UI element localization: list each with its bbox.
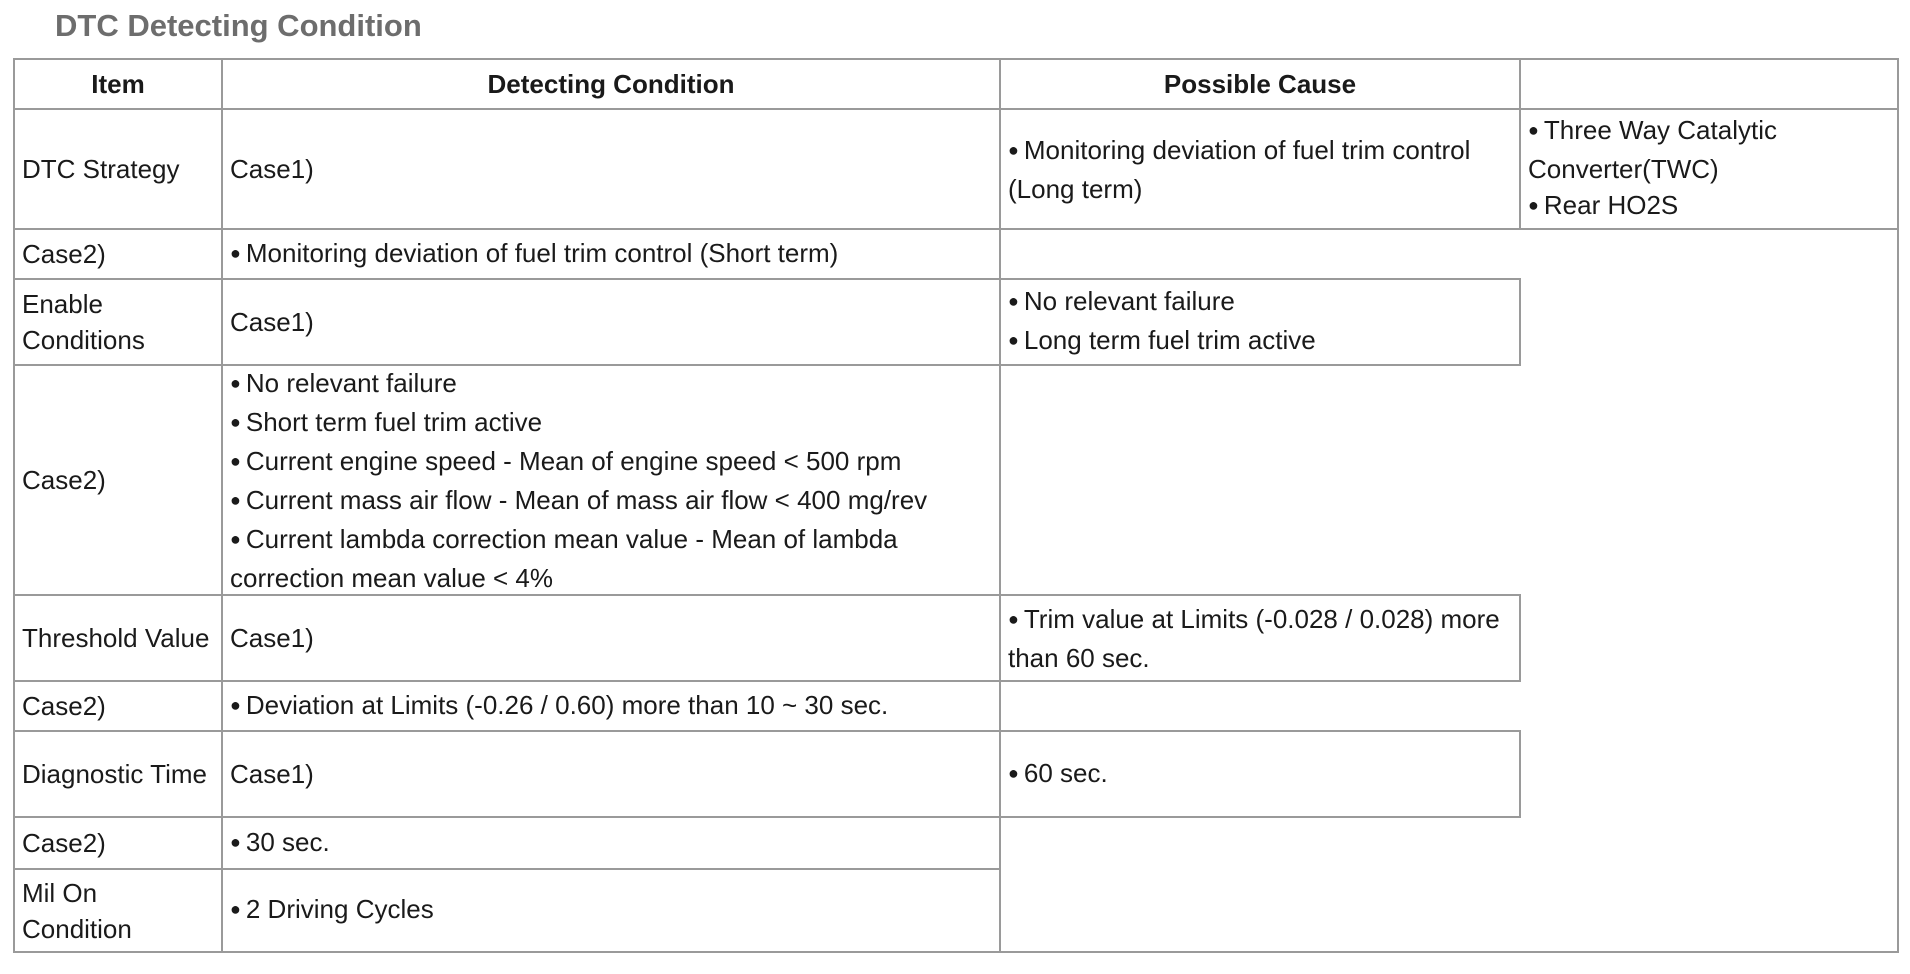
dtc-strategy-label: DTC Strategy bbox=[22, 154, 180, 184]
enable-case1-item-1: ● No relevant failure bbox=[1008, 283, 1512, 322]
cell-enable-conditions bbox=[13, 278, 223, 366]
enable-conditions-case2-label: Case2) bbox=[22, 465, 106, 495]
dtc-strategy-case1-label: Case1) bbox=[230, 154, 314, 184]
header-detecting-condition bbox=[221, 58, 1001, 110]
page-title: DTC Detecting Condition bbox=[55, 8, 422, 43]
cell-dtc-strategy bbox=[13, 108, 223, 230]
enable-case2-item-1: ● No relevant failure bbox=[230, 365, 992, 404]
threshold-case2-detail: ● Deviation at Limits (-0.26 / 0.60) more than 10 ~ 30 sec. bbox=[230, 687, 992, 726]
enable-conditions-case1-label: Case1) bbox=[230, 307, 314, 337]
header-item-label: Item bbox=[91, 69, 145, 99]
diagnostic-case2-detail: ● 30 sec. bbox=[230, 824, 992, 863]
cell-dtc-strategy-case1 bbox=[221, 108, 1001, 230]
enable-case2-item-5: ● Current lambda correction mean value - Mean of lambda correction mean value < 4% bbox=[230, 521, 992, 596]
cell-enable-conditions-case1 bbox=[221, 278, 1001, 366]
cell-possible-cause bbox=[1519, 108, 1899, 230]
mil-on-detail: ● 2 Driving Cycles bbox=[230, 891, 992, 930]
threshold-case2-label: Case2) bbox=[22, 691, 106, 721]
cell-dtc-strategy-case1-detail bbox=[999, 108, 1521, 230]
cell-threshold-value bbox=[13, 594, 223, 682]
possible-cause-twc: ● Three Way Catalytic Converter(TWC) bbox=[1528, 112, 1890, 187]
dtc-strategy-case1-detail: ● Monitoring deviation of fuel trim control (Long term) bbox=[1008, 132, 1512, 207]
cell-mil-on-detail bbox=[221, 868, 1001, 953]
diagnostic-case1-detail: ● 60 sec. bbox=[1008, 755, 1512, 794]
cell-diagnostic-time bbox=[13, 730, 223, 818]
header-empty bbox=[1519, 58, 1899, 110]
cell-dtc-strategy-case2-detail bbox=[221, 228, 1001, 280]
header-possible-cause bbox=[999, 58, 1521, 110]
dtc-strategy-case2-detail: ● Monitoring deviation of fuel trim control (Short term) bbox=[230, 235, 992, 274]
cell-dtc-strategy-case2 bbox=[13, 228, 223, 280]
header-detecting-condition-label: Detecting Condition bbox=[487, 69, 735, 99]
threshold-case1-label: Case1) bbox=[230, 623, 314, 653]
cell-mil-on bbox=[13, 868, 223, 953]
enable-case1-item-2: ● Long term fuel trim active bbox=[1008, 322, 1512, 361]
enable-conditions-label: Enable Conditions bbox=[22, 289, 145, 355]
enable-case2-item-4: ● Current mass air flow - Mean of mass air flow < 400 mg/rev bbox=[230, 482, 992, 521]
dtc-table bbox=[13, 58, 1899, 953]
cell-threshold-case1-detail bbox=[999, 594, 1521, 682]
threshold-case1-detail: ● Trim value at Limits (-0.028 / 0.028) more than 60 sec. bbox=[1008, 601, 1512, 676]
enable-case2-item-3: ● Current engine speed - Mean of engine speed < 500 rpm bbox=[230, 443, 992, 482]
cell-enable-conditions-case2 bbox=[13, 364, 223, 596]
cell-threshold-case2-detail bbox=[221, 680, 1001, 732]
enable-case2-item-2: ● Short term fuel trim active bbox=[230, 404, 992, 443]
dtc-strategy-case2-label: Case2) bbox=[22, 239, 106, 269]
cell-diagnostic-case2 bbox=[13, 816, 223, 870]
cell-diagnostic-case1-detail bbox=[999, 730, 1521, 818]
header-item bbox=[13, 58, 223, 110]
header-possible-cause-label: Possible Cause bbox=[1163, 69, 1357, 99]
threshold-value-label: Threshold Value bbox=[22, 623, 210, 653]
cell-diagnostic-case2-detail bbox=[221, 816, 1001, 870]
cell-diagnostic-case1 bbox=[221, 730, 1001, 818]
diagnostic-case2-label: Case2) bbox=[22, 828, 106, 858]
mil-on-label: Mil On Condition bbox=[22, 877, 132, 944]
possible-cause-rear-ho2s: ● Rear HO2S bbox=[1528, 187, 1890, 226]
cell-threshold-case1 bbox=[221, 594, 1001, 682]
diagnostic-time-label: Diagnostic Time bbox=[22, 759, 207, 789]
cell-threshold-case2 bbox=[13, 680, 223, 732]
cell-enable-conditions-case1-detail bbox=[999, 278, 1521, 366]
cell-enable-conditions-case2-detail bbox=[221, 364, 1001, 596]
diagnostic-case1-label: Case1) bbox=[230, 759, 314, 789]
